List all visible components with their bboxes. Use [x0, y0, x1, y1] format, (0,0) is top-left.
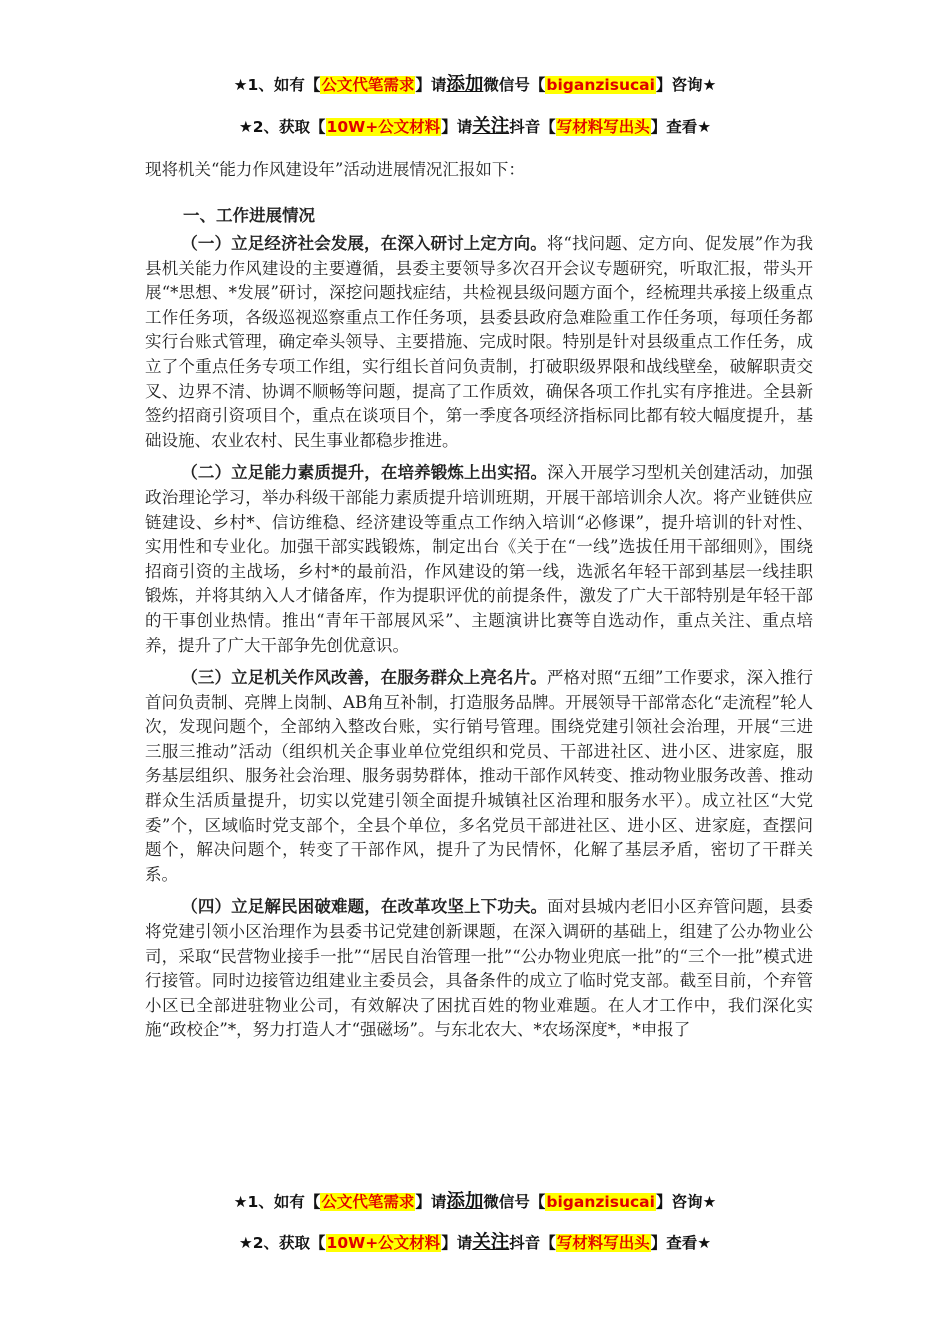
highlight-douyin: 写材料写出头: [556, 1234, 650, 1252]
paragraph-text: 将“找问题、定方向、促发展”作为我县机关能力作风建设的主要遵循，县委主要领导多次召开会议专题研究，听取汇报，带头开展“*思想、*发展”研讨，深挖问题找症结，共检视县级问题方面个，经梳理共承接上级重点工作任务项，各级巡视巡察重点工作任务项，县委县政府急难险重工作任务项，每项任务都实行台账式管理，确定牵头领导、主要措施、完成时限。特别是针对县级重点工作任务，成立了个重点任务专项工作组，实行组长首问负责制，打破职级界限和战线壁垒，破解职责交叉、边界不清、协调不顺畅等问题，提高了工作质效，确保各项工作扎实有序推进。全县新签约招商引资项目个，重点在谈项目个，第一季度各项经济指标同比都有较大幅度提升，基础设施、农业农村、民生事业都稳步推进。: [145, 234, 814, 450]
highlight-douyin: 写材料写出头: [556, 118, 650, 136]
paragraph-1: [145, 232, 813, 453]
highlight-wechat-id: biganzisucai: [546, 76, 655, 94]
emphasis-follow: 关注: [472, 116, 510, 137]
highlight-materials: 10W+公文材料: [326, 118, 441, 136]
intro-text: 现将机关“能力作风建设年”活动进展情况汇报如下：: [145, 160, 525, 179]
paragraph-4: [145, 895, 813, 1043]
paragraph-lead: （一）立足经济社会发展，在深入研讨上定方向。: [181, 234, 547, 253]
highlight-wechat-id: biganzisucai: [546, 1193, 655, 1211]
paragraph-3: [145, 666, 813, 887]
document-body: [145, 158, 813, 1051]
paragraph-lead: （三）立足机关作风改善，在服务群众上亮名片。: [181, 668, 547, 688]
paragraph-text: 面对县城内老旧小区弃管问题，县委将党建引领小区治理作为县委书记党建创新课题，在深入调研的基础上，组建了公办物业公司，采取“民营物业接手一批”“居民自治管理一批”“公办物业兜底一批”的“三个一批”模式进行接管。同时边接管边组建业主委员会，具备条件的成立了临时党支部。截至目前，个弃管小区已全部进驻物业公司，有效解决了困扰百姓的物业难题。在人才工作中，我们深化实施“政校企”*，努力打造人才“强磁场”。与东北农大、*农场深度*，*申报了: [145, 897, 814, 1040]
paragraph-lead: （二）立足能力素质提升，在培养锻炼上出实招。: [181, 463, 548, 483]
emphasis-add: 添加: [446, 1191, 484, 1212]
paragraph-lead: （四）立足解民困破难题，在改革攻坚上下功夫。: [181, 897, 548, 917]
bottom-banner-line-1: ★1、如有【公文代笔需求】请添加微信号【biganzisucai】咨询★: [233, 1191, 717, 1212]
top-banner-line-2: ★2、获取【10W+公文材料】请关注抖音【写材料写出头】查看★: [238, 116, 712, 137]
paragraph-text: 严格对照“五细”工作要求，深入推行首问负责制、亮牌上岗制、AB角互补制，打造服务品牌。开展领导干部常态化“走流程”轮人次，发现问题个，全部纳入整改台账，实行销号管理。围绕党建引领社会治理，开展“三进三服三推动”活动（组织机关企事业单位党组织和党员、干部进社区、进小区、进家庭，服务基层组织、服务社会治理、服务弱势群体，推动干部作风转变、推动物业服务改善、推动群众生活质量提升，切实以党建引领全面提升城镇社区治理和服务水平）。成立社区“大党委”个，区域临时党支部个，全县个单位，多名党员干部进社区、进小区、进家庭，查摆问题个，解决问题个，转变了干部作风，提升了为民情怀，化解了基层矛盾，密切了干群关系。: [145, 668, 814, 884]
section-heading: 一、工作进展情况: [183, 206, 315, 225]
bottom-banner-line-2: ★2、获取【10W+公文材料】请关注抖音【写材料写出头】查看★: [238, 1232, 712, 1253]
emphasis-add: 添加: [446, 74, 484, 95]
highlight-materials: 10W+公文材料: [326, 1234, 441, 1252]
emphasis-follow: 关注: [472, 1232, 510, 1253]
paragraph-2: [145, 461, 813, 658]
top-banner-line-1: ★1、如有【公文代笔需求】请添加微信号【biganzisucai】咨询★: [233, 74, 717, 95]
highlight-ghostwriting: 公文代笔需求: [321, 1193, 415, 1211]
highlight-ghostwriting: 公文代笔需求: [321, 76, 415, 94]
paragraph-text: 深入开展学习型机关创建活动，加强政治理论学习，举办科级干部能力素质提升培训班期，开展干部培训余人次。将产业链供应链建设、乡村*、信访维稳、经济建设等重点工作纳入培训“必修课”，提升培训的针对性、实用性和专业化。加强干部实践锻炼，制定出台《关于在“一线”选拔任用干部细则》，围绕招商引资的主战场，乡村*的最前沿，作风建设的第一线，选派名年轻干部到基层一线挂职锻炼，并将其纳入人才储备库，作为提职评优的前提条件，激发了广大干部特别是年轻干部的干事创业热情。推出“青年干部展风采”、主题演讲比赛等自选动作，重点关注、重点培养，提升了广大干部争先创优意识。: [145, 463, 814, 655]
